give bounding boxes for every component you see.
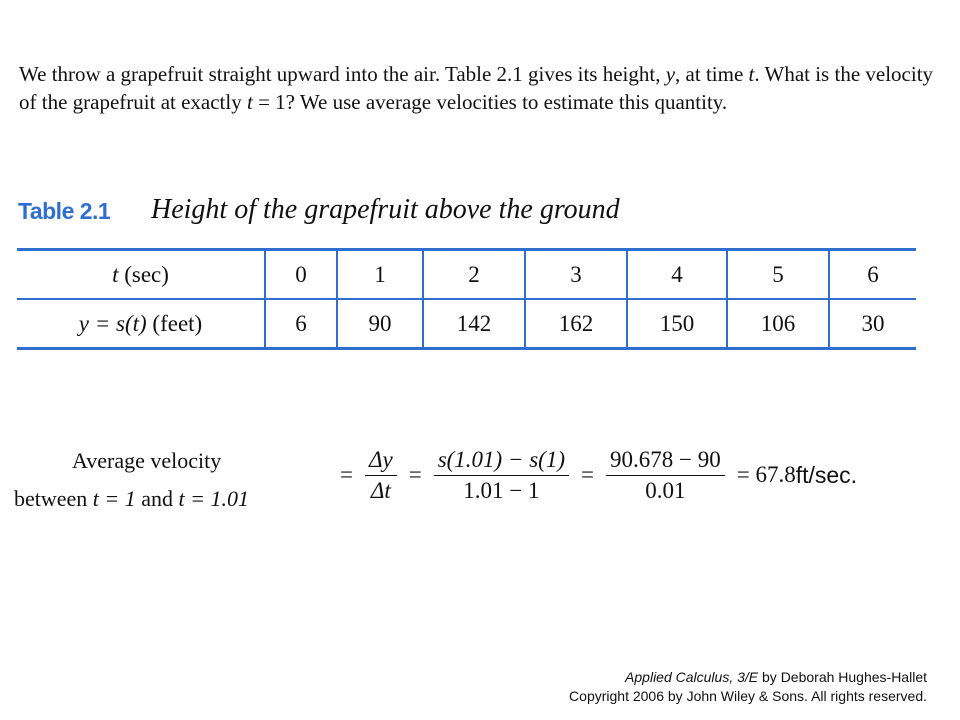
height-cell: 90 xyxy=(337,299,423,349)
equals-sign: = xyxy=(340,462,353,487)
footer-book-line xyxy=(569,668,927,687)
height-table xyxy=(17,248,916,350)
intro-paragraph xyxy=(19,60,949,116)
time-cell: 1 xyxy=(337,250,423,300)
fraction-s-numerator: s(1.01) − s(1) xyxy=(434,445,569,476)
time-cell: 6 xyxy=(829,250,916,300)
velocity-result: = 67.8 xyxy=(736,462,796,487)
intro-var-y: y xyxy=(665,62,676,86)
footer-copyright: Copyright 2006 by John Wiley & Sons. All rights reserved. xyxy=(569,688,927,704)
velocity-formula xyxy=(330,440,857,510)
fraction-delta-denominator: Δt xyxy=(370,477,391,503)
t-eq-1: t = 1 xyxy=(92,486,136,511)
time-header xyxy=(17,250,265,300)
fraction-values-numerator: 90.678 − 90 xyxy=(606,445,725,476)
intro-text-4: ? We use average velocities to estimate this quantity. xyxy=(285,90,728,114)
height-header xyxy=(17,299,265,349)
average-velocity-line2 xyxy=(14,480,314,518)
table-row-height xyxy=(17,299,916,349)
fraction-values xyxy=(606,445,725,506)
equals-sign: = xyxy=(408,462,422,487)
height-cell: 162 xyxy=(525,299,627,349)
height-cell: 142 xyxy=(423,299,525,349)
footer-book-title: Applied Calculus, 3/E xyxy=(625,669,759,685)
and-text: and xyxy=(135,486,179,511)
footer-credit xyxy=(569,668,927,706)
average-velocity-line1: Average velocity xyxy=(72,448,222,473)
t-eq-101: t = 1.01 xyxy=(178,486,249,511)
time-cell: 4 xyxy=(627,250,727,300)
intro-var-t: t xyxy=(748,62,755,86)
height-cell: 150 xyxy=(627,299,727,349)
table-label: Table 2.1 xyxy=(18,198,111,224)
time-cell: 5 xyxy=(727,250,829,300)
height-cell: 106 xyxy=(727,299,829,349)
fraction-delta-numerator: Δy xyxy=(365,445,397,476)
fraction-delta xyxy=(365,445,397,506)
time-header-unit: (sec) xyxy=(118,261,169,287)
table-title: Height of the grapefruit above the ground xyxy=(151,194,620,225)
height-header-unit: (feet) xyxy=(146,310,203,336)
time-header-var: t xyxy=(112,261,119,287)
height-header-math: y = s(t) xyxy=(78,310,147,336)
fraction-s-denominator: 1.01 − 1 xyxy=(463,477,540,503)
fraction-s xyxy=(434,445,569,506)
intro-eq: = 1 xyxy=(252,90,286,114)
time-cell: 3 xyxy=(525,250,627,300)
footer-author: by Deborah Hughes-Hallet xyxy=(758,669,927,685)
intro-text-2: , at time xyxy=(675,62,749,86)
time-cell: 0 xyxy=(265,250,337,300)
intro-var-t2: t xyxy=(246,90,253,114)
height-cell: 6 xyxy=(265,299,337,349)
intro-text-1: We throw a grapefruit straight upward into the air. Table 2.1 gives its height, xyxy=(19,62,666,86)
height-cell: 30 xyxy=(829,299,916,349)
between-text: between xyxy=(14,486,93,511)
average-velocity-label xyxy=(14,442,314,518)
table-row-time xyxy=(17,250,916,300)
time-cell: 2 xyxy=(423,250,525,300)
velocity-unit: ft/sec. xyxy=(795,461,858,488)
equals-sign: = xyxy=(581,462,594,487)
table-caption xyxy=(18,192,938,232)
fraction-values-denominator: 0.01 xyxy=(645,477,686,503)
intro-text-3: . What is the velocity of the grapefruit at exactly xyxy=(19,62,934,114)
